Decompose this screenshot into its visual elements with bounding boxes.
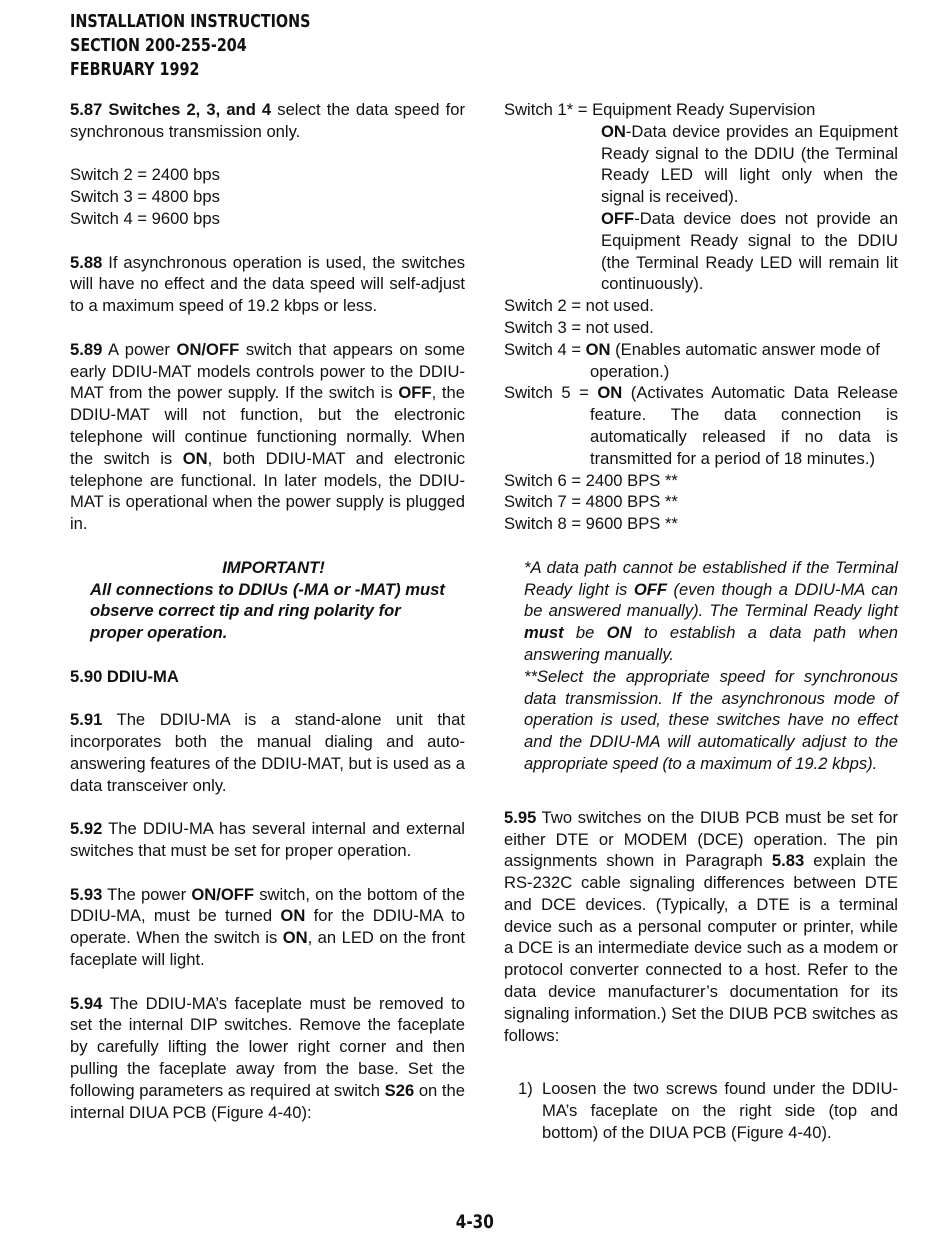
paragraph-text: select the data speed for synchronous transmission only. <box>70 100 465 141</box>
paragraph-5-88 <box>70 252 465 317</box>
bold-text: must <box>524 623 564 643</box>
text-run: A power <box>102 339 177 359</box>
speed-list <box>70 164 465 229</box>
text-run: , both DDIU-MAT and electronic telephone are functional. In later models, the DDIU-MAT is operational when the power supply is plugged in. <box>70 448 465 534</box>
step-number: 1) <box>518 1079 533 1099</box>
text-run: for the DDIU-MA to operate. When the switch is <box>70 906 466 948</box>
text-run: , the DDIU-MAT will not function, but the electronic telephone will continue functioning normally. When the switch is <box>70 383 465 468</box>
step-text: Loosen the two screws found under the DDIU-MA’s faceplate on the right side (top and bottom) of the DIUA PCB (Figure 4-40). <box>542 1079 898 1143</box>
paragraph-5-92 <box>70 818 465 862</box>
paragraph-number: 5.89 <box>70 339 103 359</box>
text-run: The power <box>102 884 192 904</box>
paragraph-number: 5.95 <box>504 807 537 827</box>
switch-8-line: Switch 8 = 9600 BPS ** <box>504 514 678 534</box>
speed-line: Switch 4 = 9600 bps <box>70 208 220 228</box>
document-header <box>70 10 310 82</box>
paragraph-5-93 <box>70 884 465 971</box>
text-run: (even though a DDIU-MA can be answered manually). The Terminal Ready light <box>524 579 898 621</box>
switch-1-off-description <box>504 208 898 295</box>
text-run: on the internal DIUA PCB (Figure 4-40): <box>70 1080 465 1122</box>
text-run: *A data path cannot be established if the Terminal Ready light is <box>524 557 898 599</box>
switch-6-line: Switch 6 = 2400 BPS ** <box>504 470 678 490</box>
text-run: be <box>563 623 607 643</box>
bold-text: ON/OFF <box>176 339 240 359</box>
bold-text: OFF <box>601 208 635 228</box>
paragraph-5-89 <box>70 339 465 535</box>
paragraph-number: 5.91 <box>70 710 103 730</box>
paragraph-text: The DDIU-MA has several internal and external switches that must be set for proper operation. <box>70 819 465 861</box>
text-run: switch that appears on some early DDIU-MAT models controls power to the DDIU-MAT from the power supply. If the switch is <box>70 339 465 403</box>
switch-5-line <box>504 382 898 469</box>
bold-text: ON <box>606 623 632 643</box>
right-column <box>504 99 898 1144</box>
paragraph-number: 5.87 <box>70 100 103 119</box>
important-text: All connections to DDIUs (-MA or -MAT) must observe correct tip and ring polarity for proper operation. <box>90 579 445 643</box>
bold-text: ON <box>597 383 623 403</box>
bold-text: S26 <box>384 1080 415 1100</box>
paragraph-5-87 <box>70 99 465 143</box>
bold-text: ON <box>282 928 308 948</box>
paragraph-text: The DDIU-MA is a stand-alone unit that incorporates both the manual dialing and auto-answering features of the DDIU-MAT, but is used as a data transceiver only. <box>70 710 465 795</box>
bold-text: ON <box>601 121 626 141</box>
section-heading-5-90: 5.90 DDIU-MA <box>70 666 179 686</box>
header-section: SECTION 200-255-204 <box>70 36 247 56</box>
text-run: -Data device does not provide an Equipment Ready signal to the DDIU (the Terminal Ready LED will remain lit continuously). <box>601 208 898 294</box>
paragraph-number: 5.93 <box>70 884 103 904</box>
switch-7-line: Switch 7 = 4800 BPS ** <box>504 492 678 512</box>
bold-text: ON <box>182 448 208 468</box>
speed-line: Switch 3 = 4800 bps <box>70 187 220 207</box>
paragraph-text: If asynchronous operation is used, the switches will have no effect and the data speed will self-adjust to a maximum speed of 19.2 kbps or less. <box>70 252 465 316</box>
header-date: FEBRUARY 1992 <box>70 60 200 80</box>
switch-1-on-description <box>504 121 898 208</box>
text-run: -Data device provides an Equipment Ready signal to the DDIU (the Terminal Ready LED will light only when the signal is received). <box>601 121 898 207</box>
important-title: IMPORTANT! <box>222 557 325 577</box>
important-notice <box>70 557 465 644</box>
text-run: Two switches on the DIUB PCB must be set for either DTE or MODEM (DCE) operation. The pin assignments shown in Paragraph <box>504 807 898 871</box>
footnote-speed: **Select the appropriate speed for synchronous data transmission. If the asynchronous mode of operation is used, these switches have no effect and the DDIU-MA will automatically adjust to the appropriate speed (to a maximum of 19.2 kbps). <box>524 666 898 773</box>
paragraph-number: 5.94 <box>70 993 103 1013</box>
paragraph-5-94 <box>70 993 465 1124</box>
bold-text: ON <box>280 906 306 926</box>
left-column <box>70 99 465 1123</box>
text-run: (Enables automatic answer mode of operation.) <box>590 339 880 381</box>
speed-line: Switch 2 = 2400 bps <box>70 165 220 185</box>
footnote-terminal-ready <box>504 557 898 666</box>
page-number <box>0 1212 950 1234</box>
text-run: switch, on the bottom of the DDIU-MA, must be turned <box>70 884 465 926</box>
text-run: (Activates Automatic Data Release feature. The data connection is automatically released if no data is transmitted for a period of 18 minutes.) <box>590 383 899 468</box>
paragraph-number: 5.88 <box>70 252 103 272</box>
bold-text: ON <box>585 339 611 359</box>
switch-2-line: Switch 2 = not used. <box>504 296 654 316</box>
paragraph-5-91 <box>70 709 465 796</box>
bold-text: Switches 2, 3, and 4 <box>102 100 272 119</box>
paragraph-5-95 <box>504 807 898 1047</box>
text-run: explain the RS-232C cable signaling differences between DTE and DCE devices. (Typically, a DTE is a terminal device such as a personal computer or printer, while a DCE is an intermediate device such as a modem or protocol converter connected to a host. Refer to the data device manufacturer’s documentation for its signaling information.) Set the DIUB PCB switches as follows: <box>504 851 898 1045</box>
text-run: , an LED on the front faceplate will light. <box>70 928 465 970</box>
text-run: Switch 4 = <box>504 339 586 359</box>
paragraph-number: 5.92 <box>70 819 103 839</box>
switch-4-line <box>504 339 898 383</box>
bold-text: ON/OFF <box>191 884 255 904</box>
bold-text: OFF <box>633 579 667 599</box>
text-run: to establish a data path when answering manually. <box>524 623 898 664</box>
bold-text: OFF <box>398 383 432 403</box>
text-run: The DDIU-MA’s faceplate must be removed to set the internal DIP switches. Remove the faceplate by carefully lifting the lower right corner and then pulling the faceplate away from the base. Set the following parameters as required at switch <box>70 993 465 1100</box>
page-number-text: 4-30 <box>455 1211 495 1233</box>
bold-text: 5.83 <box>771 851 805 871</box>
text-run: Switch 5 = <box>504 383 598 403</box>
switch-3-line: Switch 3 = not used. <box>504 317 654 337</box>
step-1 <box>518 1078 898 1143</box>
switch-1-line: Switch 1* = Equipment Ready Supervision <box>504 100 816 119</box>
header-title: INSTALLATION INSTRUCTIONS <box>70 12 311 32</box>
